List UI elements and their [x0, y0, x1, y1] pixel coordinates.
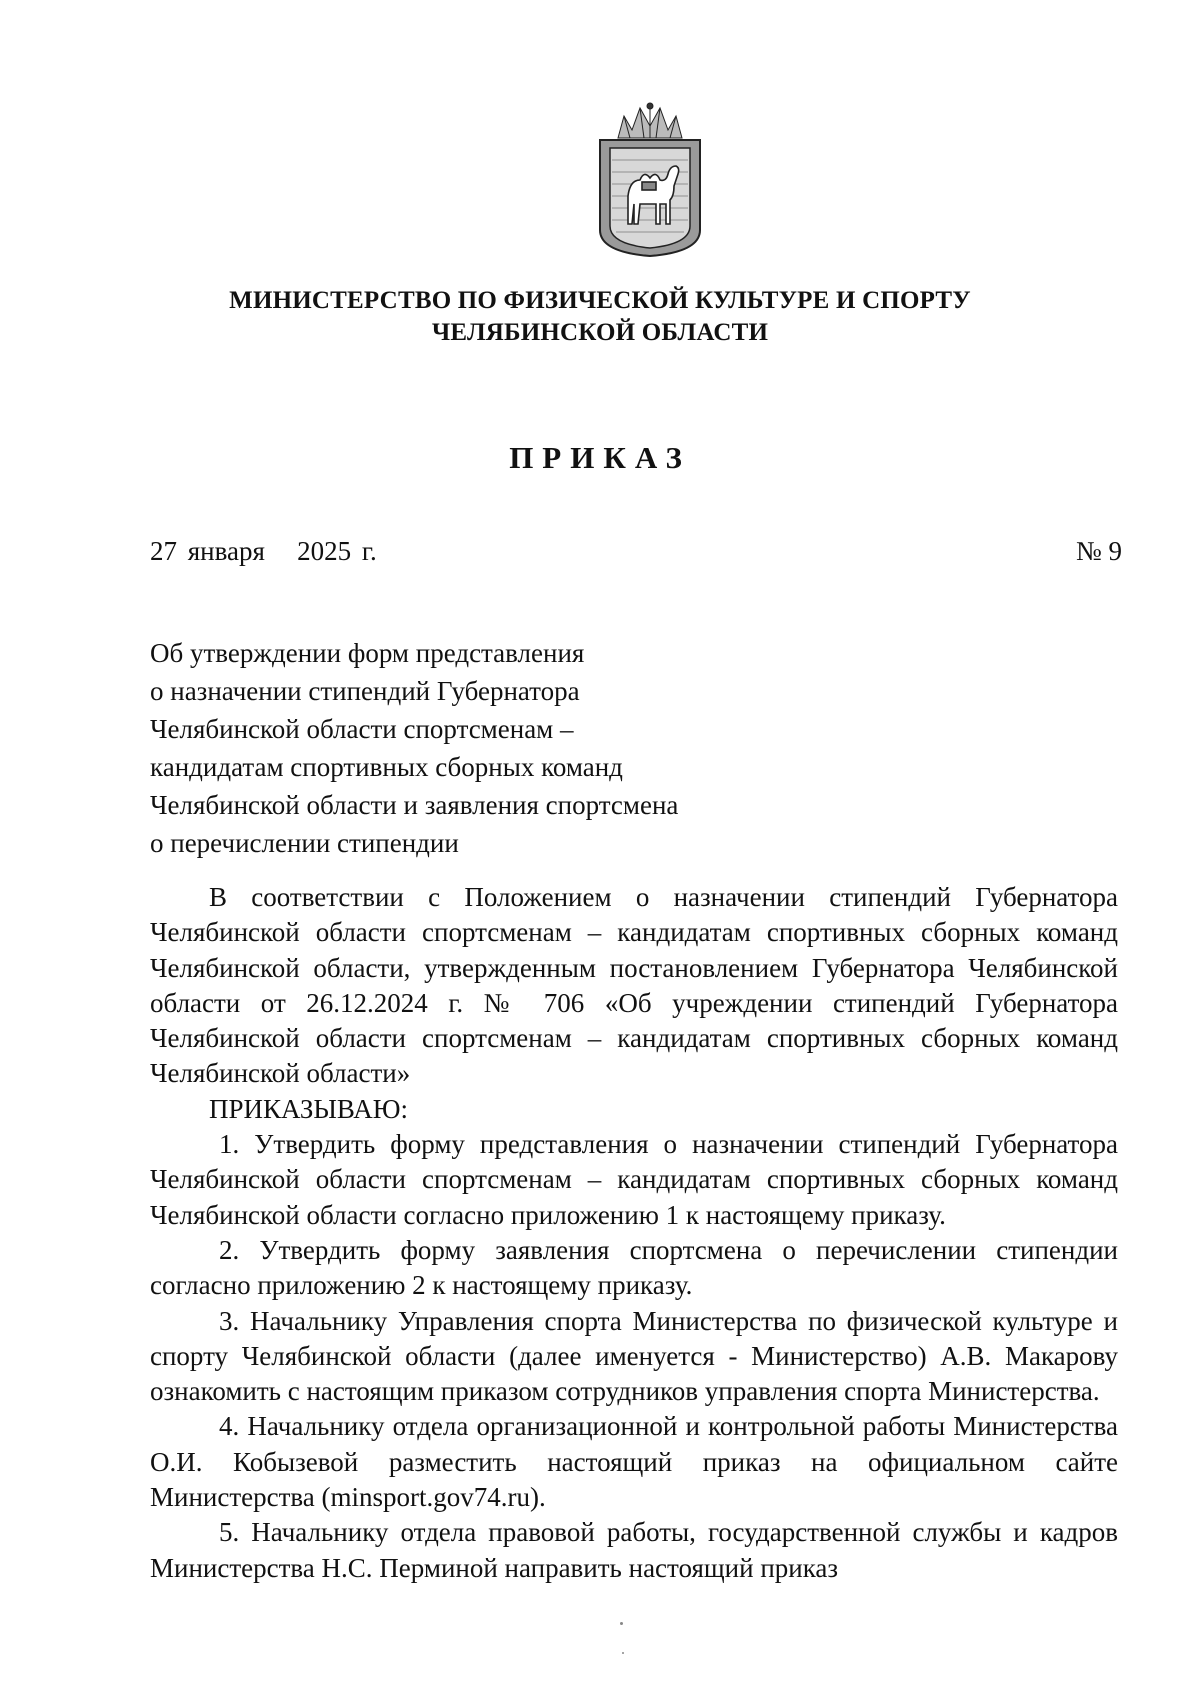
order-item-1: 1. Утвердить форму представления о назначении стипендий Губернатора Челябинской области спортсменам – кандидатам спортивных сборных команд Челябинской области согласно приложению 1 к настоящему приказу.	[150, 1129, 1118, 1230]
ministry-header-line-1: МИНИСТЕРСТВО ПО ФИЗИЧЕСКОЙ КУЛЬТУРЕ И СПОРТУ	[229, 287, 971, 314]
ministry-header-line-2: ЧЕЛЯБИНСКОЙ ОБЛАСТИ	[431, 319, 769, 346]
document-subject	[150, 634, 678, 862]
subject-line: кандидатам спортивных сборных команд	[150, 752, 623, 782]
subject-line: Об утверждении форм представления	[150, 638, 585, 668]
document-body	[150, 880, 1118, 1586]
subject-line: Челябинской области и заявления спортсмена	[150, 790, 679, 820]
document-number: № 9	[1075, 536, 1122, 566]
preamble-paragraph: В соответствии с Положением о назначении стипендий Губернатора Челябинской области спортсменам – кандидатам спортивных сборных команд Челябинской области, утвержденным постановлением Губернатора Челябинской области от 26.12.2024 г. № 706 «Об учреждении стипендий Губернатора Челябинской области спортсменам – кандидатам спортивных сборных команд Челябинской области»	[150, 882, 1118, 1089]
document-title: ПРИКАЗ	[509, 440, 691, 475]
order-item-4: 4. Начальнику отдела организационной и контрольной работы Министерства О.И. Кобызевой разместить настоящий приказ на официальном сайте Министерства (minsport.gov74.ru).	[150, 1411, 1118, 1513]
order-item-5: 5. Начальнику отдела правовой работы, государственной службы и кадров Министерства Н.С. Перминой направить настоящий приказ	[150, 1517, 1118, 1583]
subject-line: Челябинской области спортсменам –	[150, 714, 574, 744]
decree-word: ПРИКАЗЫВАЮ:	[209, 1093, 408, 1124]
document-date: 27 января 2025 г.	[150, 536, 377, 566]
subject-line: о назначении стипендий Губернатора	[150, 676, 580, 706]
scan-speck	[622, 1652, 624, 1654]
order-item-2: 2. Утвердить форму заявления спортсмена о перечислении стипендии согласно приложению 2 к настоящему приказу.	[150, 1234, 1118, 1301]
scan-speck	[620, 1622, 623, 1625]
subject-line: о перечислении стипендии	[150, 828, 459, 858]
coat-of-arms-emblem	[590, 100, 710, 260]
order-item-3: 3. Начальнику Управления спорта Министерства по физической культуре и спорту Челябинской области (далее именуется - Министерство) А.В. Макарову ознакомить с настоящим приказом сотрудников управления спорта Министерства.	[150, 1305, 1118, 1407]
